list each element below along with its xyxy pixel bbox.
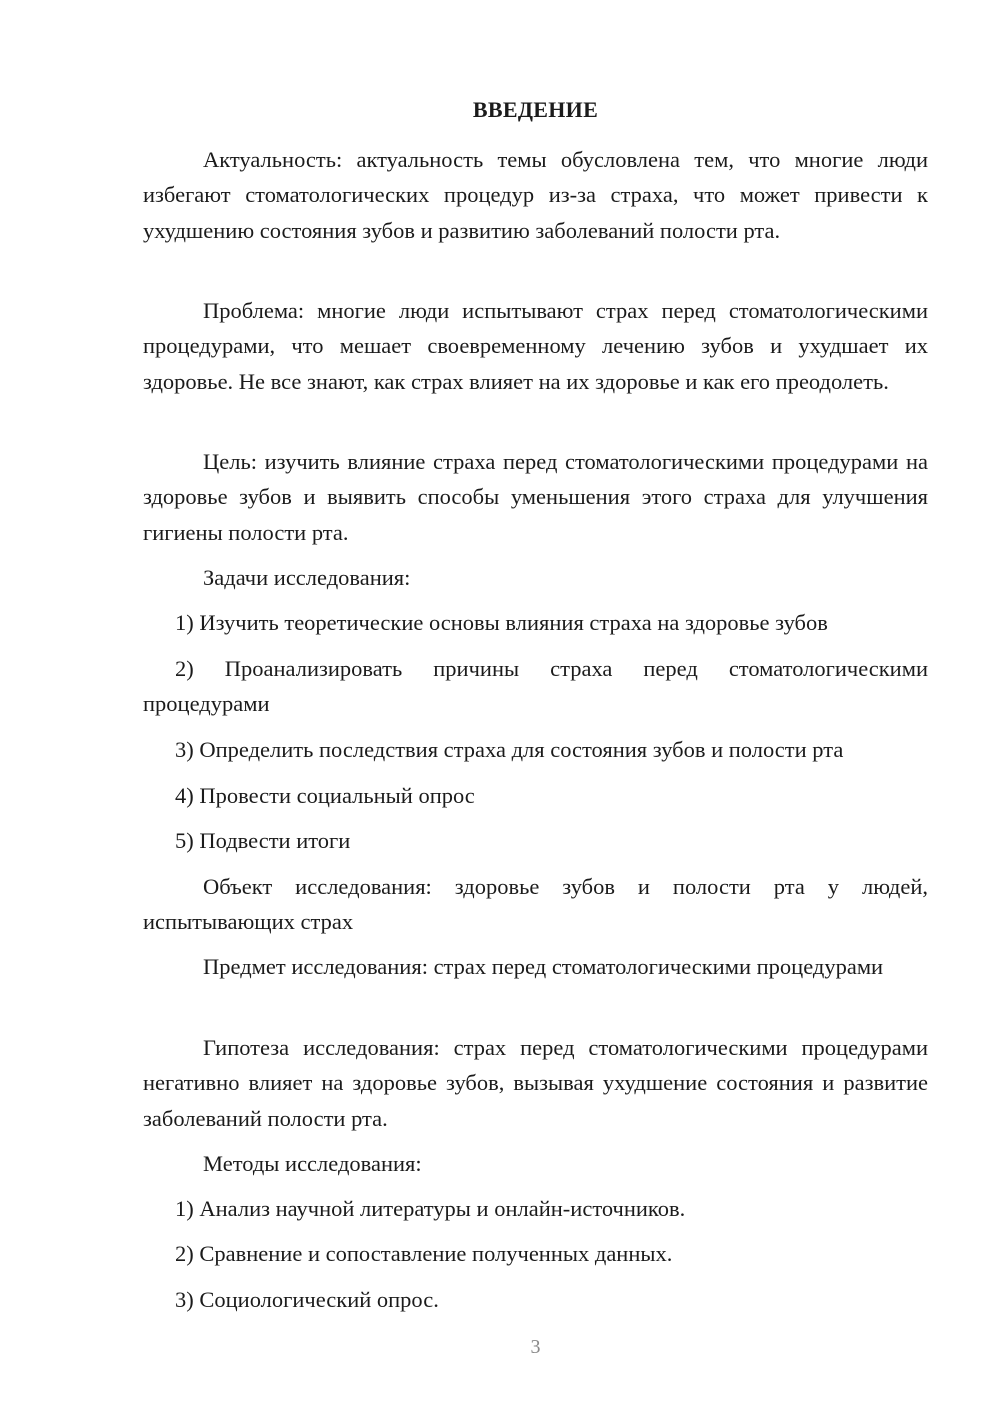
object-paragraph: Объект исследования: здоровье зубов и полости рта у людей, испытывающих страх (143, 874, 928, 935)
problem-paragraph: Проблема: многие люди испытывают страх перед стоматологическими процедурами, что мешает своевременному лечению зубов и ухудшает их здоровье. Не все знают, как страх влияет на их здоровье и как его преодолеть. (143, 298, 928, 394)
methods-title: Методы исследования: (203, 1151, 422, 1176)
method-item-2: 2) Сравнение и сопоставление полученных данных. (175, 1241, 673, 1266)
document-page (143, 0, 928, 1414)
task-item-1: 1) Изучить теоретические основы влияния страха на здоровье зубов (175, 610, 828, 635)
method-item-1: 1) Анализ научной литературы и онлайн-источников. (175, 1196, 686, 1221)
task-item-3: 3) Определить последствия страха для состояния зубов и полости рта (175, 737, 844, 762)
task-item-2: 2) Проанализировать причины страха перед стоматологическими процедурами (143, 656, 928, 717)
goal-paragraph: Цель: изучить влияние страха перед стоматологическими процедурами на здоровье зубов и выявить способы уменьшения этого страха для улучшения гигиены полости рта. (143, 449, 928, 545)
method-item-3: 3) Социологический опрос. (175, 1287, 439, 1312)
task-item-4: 4) Провести социальный опрос (175, 783, 475, 808)
task-item-5: 5) Подвести итоги (175, 828, 351, 853)
section-heading: ВВЕДЕНИЕ (472, 97, 599, 122)
relevance-paragraph: Актуальность: актуальность темы обусловлена тем, что многие люди избегают стоматологических процедур из-за страха, что может привести к ухудшению состояния зубов и развитию заболеваний полости рта. (143, 147, 928, 243)
page-number: 3 (530, 1336, 541, 1358)
subject-paragraph: Предмет исследования: страх перед стоматологическими процедурами (203, 954, 884, 979)
hypothesis-paragraph: Гипотеза исследования: страх перед стоматологическими процедурами негативно влияет на здоровье зубов, вызывая ухудшение состояния и развитие заболеваний полости рта. (143, 1035, 928, 1131)
tasks-title: Задачи исследования: (203, 565, 411, 590)
